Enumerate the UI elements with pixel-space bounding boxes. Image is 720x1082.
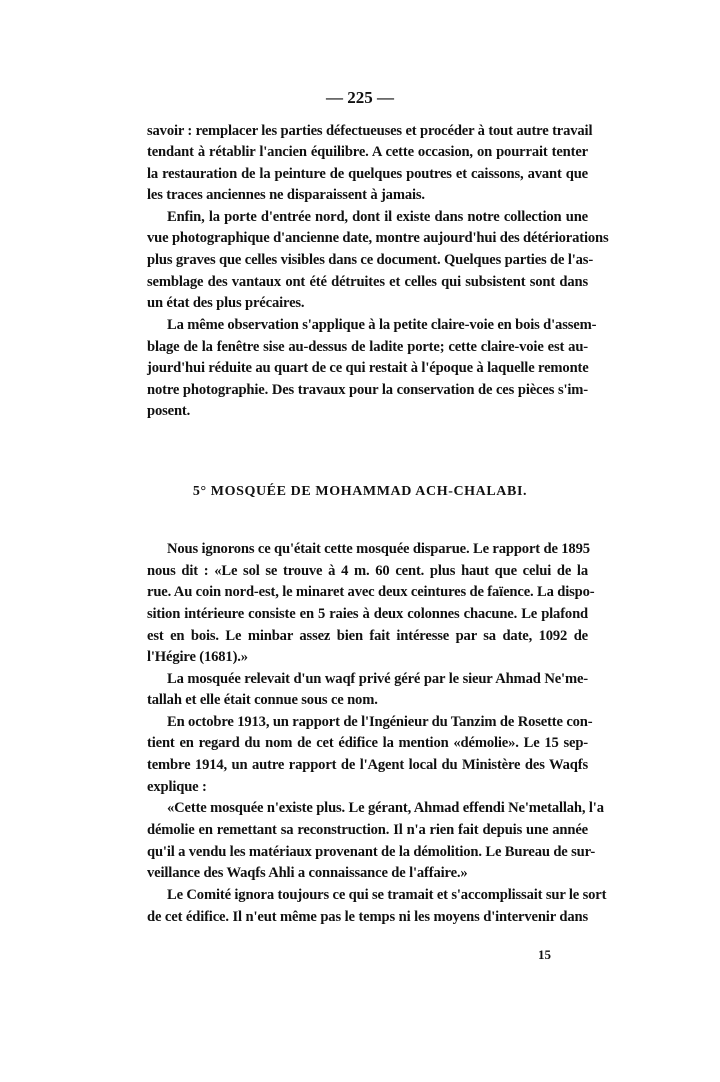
text-line: l'Hégire (1681).» — [147, 649, 248, 665]
text-line: tendant à rétablir l'ancien équilibre. A cette occasion, on pourrait tenter — [147, 144, 588, 160]
text-line: notre photographie. Des travaux pour la conservation de ces pièces s'im- — [147, 382, 588, 398]
text-line: démolie en remettant sa reconstruction. Il n'a rien fait depuis une année — [147, 822, 588, 838]
text-line: Le Comité ignora toujours ce qui se tramait et s'accomplissait sur le sort — [167, 887, 607, 903]
text-line: explique : — [147, 779, 207, 795]
text-line: La même observation s'applique à la petite claire-voie en bois d'assem- — [167, 317, 597, 333]
text-line: «Cette mosquée n'existe plus. Le gérant, Ahmad effendi Ne'metallah, l'a — [167, 800, 604, 816]
text-line: En octobre 1913, un rapport de l'Ingénieur du Tanzim de Rosette con- — [167, 714, 593, 730]
text-line: de cet édifice. Il n'eut même pas le temps ni les moyens d'intervenir dans — [147, 909, 588, 925]
text-line: veillance des Waqfs Ahli a connaissance de l'affaire.» — [147, 865, 468, 881]
text-line: tembre 1914, un autre rapport de l'Agent local du Ministère des Waqfs — [147, 757, 588, 773]
text-line: un état des plus précaires. — [147, 295, 305, 311]
text-line: tient en regard du nom de cet édifice la mention «démolie». Le 15 sep- — [147, 735, 588, 751]
text-line: tallah et elle était connue sous ce nom. — [147, 692, 378, 708]
text-line: qu'il a vendu les matériaux provenant de la démolition. Le Bureau de sur- — [147, 844, 596, 860]
text-line: est en bois. Le minbar assez bien fait intéresse par sa date, 1092 de — [147, 628, 588, 644]
text-line: jourd'hui réduite au quart de ce qui restait à l'époque à laquelle remonte — [147, 360, 589, 376]
text-line: semblage des vantaux ont été détruites et celles qui subsistent sont dans — [147, 274, 588, 290]
text-line: vue photographique d'ancienne date, montre aujourd'hui des détériorations — [147, 230, 609, 246]
text-line: rue. Au coin nord-est, le minaret avec deux ceintures de faïence. La dispo- — [147, 584, 595, 600]
text-line: la restauration de la peinture de quelques poutres et caissons, avant que — [147, 166, 588, 182]
text-line: Enfin, la porte d'entrée nord, dont il existe dans notre collection une — [167, 209, 588, 225]
page-number: — 225 — — [326, 88, 394, 107]
text-line: plus graves que celles visibles dans ce document. Quelques parties de l'as- — [147, 252, 594, 268]
text-line: nous dit : «Le sol se trouve à 4 m. 60 cent. plus haut que celui de la — [147, 563, 588, 579]
text-line: savoir : remplacer les parties défectueuses et procéder à tout autre travail — [147, 123, 593, 139]
text-line: La mosquée relevait d'un waqf privé géré par le sieur Ahmad Ne'me- — [167, 671, 588, 687]
signature-mark: 15 — [538, 947, 551, 962]
text-line: posent. — [147, 403, 191, 419]
text-line: sition intérieure consiste en 5 raies à deux colonnes chacune. Le plafond — [147, 606, 588, 622]
section-heading: 5° MOSQUÉE DE MOHAMMAD ACH-CHALABI. — [192, 484, 528, 499]
text-line: les traces anciennes ne disparaissent à jamais. — [147, 187, 425, 203]
text-line: Nous ignorons ce qu'était cette mosquée disparue. Le rapport de 1895 — [167, 541, 590, 557]
text-line: blage de la fenêtre sise au-dessus de ladite porte; cette claire-voie est au- — [147, 339, 588, 355]
